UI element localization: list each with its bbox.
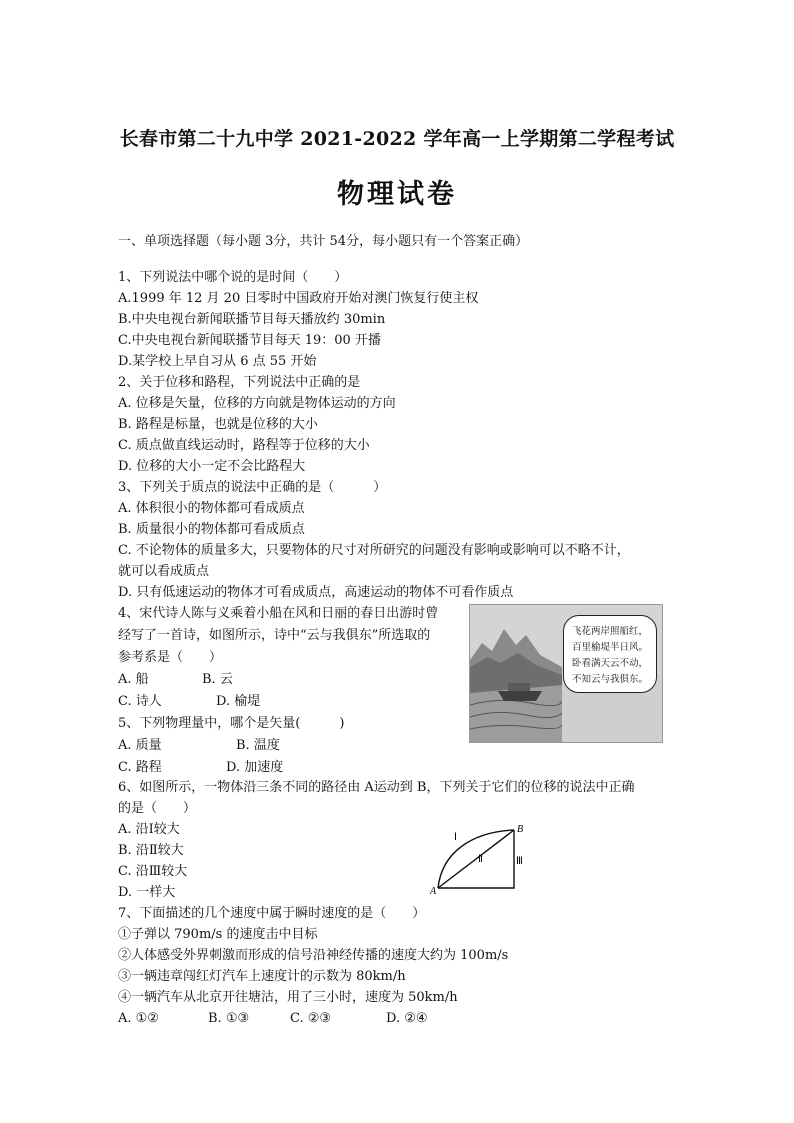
q4-stem-line3: 参考系是（ ）	[118, 650, 223, 665]
q7-options-row	[118, 1009, 428, 1029]
exam-title: 长春市第二十九中学 2021-2022 学年高一上学期第二学程考试	[119, 128, 675, 150]
q1-option-b: B.中央电视台新闻联播节目每天播放约 30min	[118, 312, 386, 327]
q2-option-b: B. 路程是标量，也就是位移的大小	[118, 417, 318, 432]
label-a: A	[430, 886, 437, 894]
poem-line-4: 不知云与我俱东。	[571, 674, 648, 685]
q4-option-a: A. 船	[118, 672, 149, 687]
q7-option-c: C. ②③	[290, 1011, 332, 1026]
q4-options-row1	[118, 670, 233, 690]
q1-option-c: C.中央电视台新闻联播节目每天 19：00 开播	[118, 333, 381, 348]
label-path-3: Ⅲ	[516, 856, 523, 867]
q1-stem: 1、下列说法中哪个说的是时间（ ）	[118, 270, 348, 285]
q6-stem-line1: 6、如图所示，一物体沿三条不同的路径由 A运动到 B，下列关于它们的位移的说法中正确	[118, 780, 635, 795]
q7-option-d: D. ②④	[386, 1011, 428, 1026]
poem-text	[564, 624, 656, 688]
q3-option-d: D. 只有低速运动的物体才可看成质点，高速运动的物体不可看作质点	[118, 585, 514, 600]
q4-options-row2	[118, 692, 260, 712]
poem-speech-bubble	[563, 615, 657, 693]
q7-statement-4: ④一辆汽车从北京开往塘沽，用了三小时，速度为 50km/h	[118, 990, 458, 1005]
q5-option-c: C. 路程	[118, 760, 162, 775]
q7-option-a: A. ①②	[118, 1011, 159, 1026]
q4-stem-line2: 经写了一首诗，如图所示，诗中“云与我俱东”所选取的	[118, 628, 431, 643]
q5-options-row1	[118, 736, 280, 756]
label-b: B	[517, 824, 524, 835]
q6-stem-line2: 的是（ ）	[118, 801, 197, 816]
q7-option-b: B. ①③	[208, 1011, 250, 1026]
label-path-2: Ⅱ	[478, 854, 483, 865]
q7-statement-2: ②人体感受外界刺激而形成的信号沿神经传播的速度大约为 100m/s	[118, 948, 509, 963]
path-diagram	[428, 822, 534, 894]
q2-option-c: C. 质点做直线运动时，路程等于位移的大小	[118, 438, 370, 453]
poem-line-1: 飞花两岸照船红，	[571, 626, 648, 637]
q7-statement-1: ①子弹以 790m/s 的速度击中目标	[118, 927, 318, 942]
q7-statement-3: ③一辆违章闯红灯汽车上速度计的示数为 80km/h	[118, 969, 406, 984]
q6-option-b: B. 沿Ⅱ较大	[118, 843, 184, 858]
q4-option-c: C. 诗人	[118, 694, 162, 709]
q7-stem: 7、下面描述的几个速度中属于瞬时速度的是（ ）	[118, 906, 426, 921]
q4-option-d: D. 榆堤	[216, 694, 261, 709]
q2-option-a: A. 位移是矢量，位移的方向就是物体运动的方向	[118, 396, 396, 411]
q3-stem: 3、下列关于质点的说法中正确的是（ ）	[118, 480, 387, 495]
q3-option-b: B. 质量很小的物体都可看成质点	[118, 522, 305, 537]
q3-option-a: A. 体积很小的物体都可看成质点	[118, 501, 305, 516]
poem-line-2: 百里榆堤半日风。	[571, 642, 648, 653]
poem-illustration	[469, 604, 663, 743]
q5-stem: 5、下列物理量中，哪个是矢量( )	[118, 716, 345, 731]
q4-stem-line1: 4、宋代诗人陈与义乘着小船在风和日丽的春日出游时曾	[118, 606, 439, 621]
q6-option-d: D. 一样大	[118, 885, 176, 900]
exam-subtitle: 物理试卷	[337, 179, 457, 210]
q2-stem: 2、关于位移和路程，下列说法中正确的是	[118, 375, 361, 390]
q3-option-c-line2: 就可以看成质点	[118, 564, 210, 579]
q5-option-a: A. 质量	[118, 738, 162, 753]
q6-option-c: C. 沿Ⅲ较大	[118, 864, 188, 879]
q5-option-b: B. 温度	[236, 738, 280, 753]
label-path-1: Ⅰ	[454, 832, 457, 843]
poem-line-3: 卧看满天云不动，	[571, 658, 648, 669]
q3-option-c-line1: C. 不论物体的质量多大，只要物体的尺寸对所研究的问题没有影响或影响可以不略不计，	[118, 543, 630, 558]
q6-option-a: A. 沿Ⅰ较大	[118, 822, 180, 837]
q4-option-b: B. 云	[202, 672, 233, 687]
q5-option-d: D. 加速度	[226, 760, 284, 775]
q1-option-d: D.某学校上早自习从 6 点 55 开始	[118, 354, 317, 369]
q1-option-a: A.1999 年 12 月 20 日零时中国政府开始对澳门恢复行使主权	[118, 291, 479, 306]
q5-options-row2	[118, 758, 283, 778]
section-heading: 一、单项选择题（每小题 3分，共计 54分，每小题只有一个答案正确）	[118, 234, 529, 249]
q2-option-d: D. 位移的大小一定不会比路程大	[118, 459, 306, 474]
